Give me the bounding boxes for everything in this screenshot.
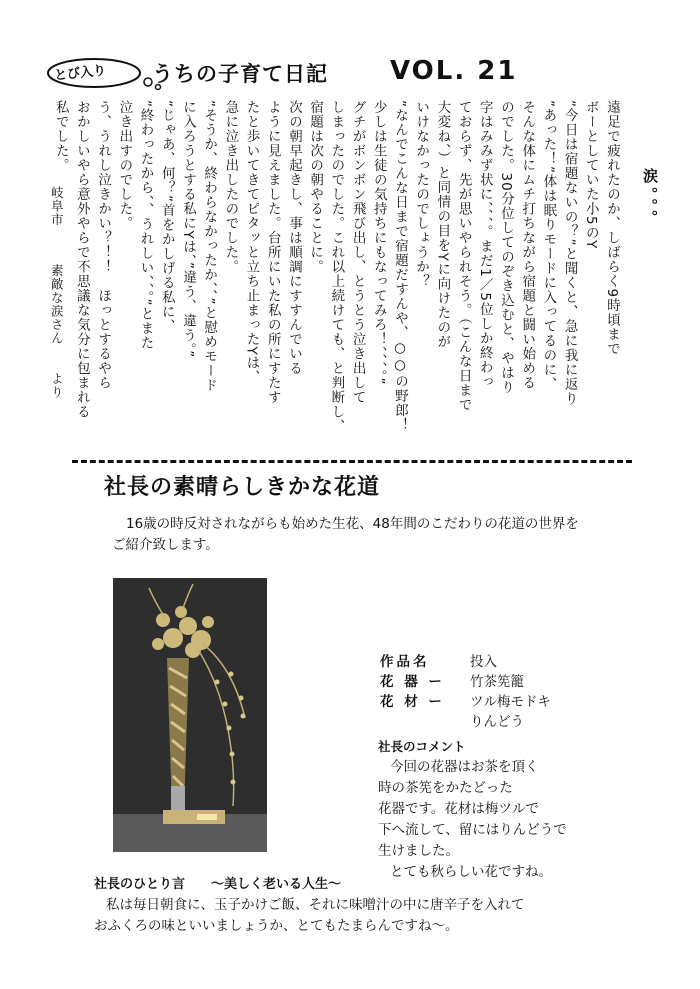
signature-suffix-block — [46, 372, 67, 399]
comment-heading: 社長のコメント — [378, 739, 466, 754]
story-line: 急に泣き出したのでした。 — [222, 100, 239, 274]
artwork-specs — [380, 652, 551, 732]
comment-line: 下へ流して、留にはりんどうで — [378, 822, 567, 838]
spec-value: 投入 — [470, 654, 497, 670]
column-title: うちの子育て日記 — [152, 62, 328, 86]
signature-author: 素敵な涙さん — [49, 264, 65, 345]
story-line: グチがボンボン飛び出し、とうとう泣き出して — [349, 100, 366, 405]
story-line: ”今日は宿題ないの？”と聞くと、急に我に返り — [561, 100, 578, 406]
president-monologue — [94, 874, 654, 937]
spec-label — [380, 712, 470, 732]
comment-line: とても秋らしい花ですね。 — [390, 864, 552, 880]
spec-value: 竹茶筅籠 — [470, 674, 524, 690]
story-line: のでした。30分位してのぞき込むと、やはり — [497, 100, 514, 395]
badge-label: とび入り — [53, 63, 107, 84]
story-line: たと歩いてきてピタッと立ち止まったYは、 — [243, 100, 260, 385]
spec-label: 作品名 — [380, 654, 430, 670]
signature-suffix: より — [49, 372, 65, 399]
story-line: 遠足で疲れたのか、しばらく9時頃まで — [604, 100, 620, 357]
story-line: ておらず、先が思いやられそう。（こんな日まで — [455, 100, 472, 413]
spec-value: ツル梅モドキ — [470, 694, 551, 710]
story-text — [50, 100, 622, 434]
section-divider — [72, 460, 632, 463]
spec-row — [380, 692, 551, 712]
spec-row — [380, 712, 551, 732]
story-line: ボーとしていた小5のY — [582, 100, 599, 250]
spec-label: 花 材 ー — [380, 694, 445, 710]
story-line: そんな体にムチ打ちながら宿題と闘い始める — [519, 100, 536, 390]
monologue-line: 私は毎日朝食に、玉子かけご飯、それに味噌汁の中に唐辛子を入れて — [106, 897, 525, 913]
story-line: いけなかったのでしょうか？ — [413, 100, 430, 289]
story-line: おかしいやら意外やらで不思議な気分に包まれる — [73, 100, 90, 419]
comment-line: 生けました。 — [378, 843, 459, 859]
section-heading: 社長の素晴らしきかな花道 — [104, 475, 381, 500]
comment-line: 時の茶筅をかたどった — [378, 780, 513, 796]
story-line: ”じゃあ、何？”首をかしげる私に、 — [158, 100, 175, 334]
signature-author-block — [46, 264, 67, 345]
story-line: 宿題は次の朝やることに。 — [307, 100, 324, 274]
monologue-line: おふくろの味といいましょうか、とてもたまらんですね～。 — [94, 918, 459, 934]
spec-label: 花 器 ー — [380, 674, 445, 690]
spec-value: りんどう — [470, 714, 524, 730]
monologue-heading: 社長のひとり言 ～美しく老いる人生～ — [94, 877, 342, 892]
story-line: 大変ね、）と同情の目をYに向けたのが — [434, 100, 451, 349]
story-line: う、うれし泣きかい？！！ ほっとするやら — [95, 100, 112, 390]
story-line: 字はみみず状に、、、。まだ1／5位しか終わっ — [476, 100, 493, 389]
story-line: 少しは生徒の気持ちにもなってみろ！、、、。” — [370, 100, 387, 386]
story-line: 泣き出すのでした。 — [116, 100, 133, 231]
ikebana-photo — [113, 578, 267, 852]
story-line: ”終わったから、、うれしい、、。”とまた — [137, 100, 154, 350]
volume-number: VOL. 21 — [390, 56, 518, 86]
president-comment — [378, 736, 598, 883]
story-line: ”なんでこんな日まで宿題だすんや、○○の野郎！ — [391, 100, 408, 432]
story-line: ”あった！”体は眠りモードに入ってるのに、 — [540, 100, 557, 392]
side-word: 涙。。。 — [641, 168, 659, 229]
spec-row — [380, 652, 551, 672]
signature-city: 岐阜市 — [49, 186, 65, 227]
comment-line: 花器です。花材は梅ツルで — [378, 801, 539, 817]
spec-row — [380, 672, 551, 692]
story-line: に入ろうとする私にYは、”違う、違う。” — [179, 100, 196, 359]
story-line: 私でした。 — [52, 100, 69, 173]
story-line: ”そうか、終わらなかったか、、”と慰めモード — [201, 100, 218, 393]
comment-line: 今回の花器はお茶を頂く — [390, 759, 539, 775]
story-line: 次の朝早起きし、事は順調にすすんでいる — [285, 100, 302, 376]
story-line: ように見えました。台所にいた私の所にすたす — [264, 100, 281, 405]
story-line: しまったのでした。これ以上続けても、と判断し、 — [328, 100, 345, 434]
section-intro: 16歳の時反対されながらも始めた生花、48年間のこだわりの花道の世界をご紹介致します。 — [112, 516, 579, 553]
